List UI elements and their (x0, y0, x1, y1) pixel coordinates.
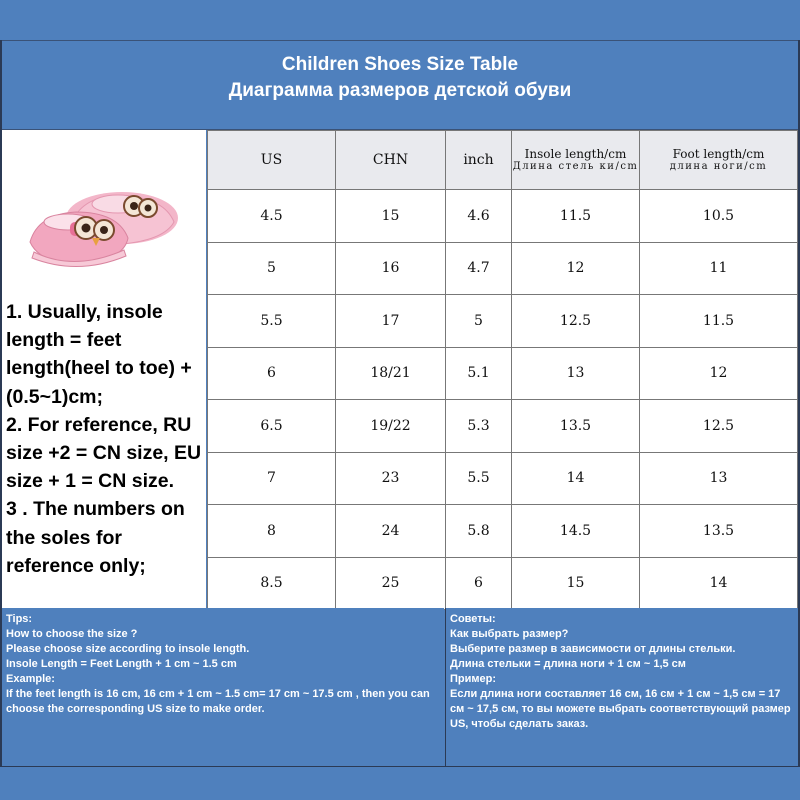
cell-inch: 5.8 (446, 505, 512, 558)
table-row (208, 347, 798, 400)
cell-inch: 4.6 (446, 190, 512, 243)
cell-us: 6.5 (208, 400, 336, 453)
cell-insole: 14 (512, 452, 640, 505)
table-row (208, 557, 798, 610)
cell-inch: 5.3 (446, 400, 512, 453)
header-insole-ru: Длина стель ки/cm (512, 161, 639, 172)
table-header-row (208, 131, 798, 190)
cell-inch: 4.7 (446, 242, 512, 295)
table-row (208, 505, 798, 558)
header-insole-en: Insole length/cm (524, 147, 627, 161)
note-insole: 1. Usually, insole length = feet length(heel to toe) + (0.5~1)cm; (6, 301, 192, 408)
table-row (208, 452, 798, 505)
cell-foot: 11 (640, 242, 798, 295)
page-header (2, 40, 798, 130)
cell-us: 7 (208, 452, 336, 505)
note-soles: 3 . The numbers on the soles for reference only; (6, 498, 185, 577)
title-english: Children Shoes Size Table (281, 54, 519, 75)
cell-foot: 13 (640, 452, 798, 505)
tips-line: How to choose the size ? (6, 628, 138, 640)
cell-chn: 25 (336, 557, 446, 610)
table-row (208, 295, 798, 348)
cell-us: 5.5 (208, 295, 336, 348)
cell-chn: 19/22 (336, 400, 446, 453)
cell-inch: 5 (446, 295, 512, 348)
cell-foot: 10.5 (640, 190, 798, 243)
cell-chn: 17 (336, 295, 446, 348)
example-label: Пример: (450, 673, 497, 685)
example-text: Если длина ноги составляет 16 см, 16 см + 1 см ~ 1,5 см = 17 см ~ 17,5 см, то вы можете выбрать соответствующий размер US, чтобы сделать заказ. (450, 688, 791, 730)
cell-foot: 14 (640, 557, 798, 610)
tips-label: Tips: (6, 613, 33, 625)
cell-inch: 6 (446, 557, 512, 610)
cell-chn: 15 (336, 190, 446, 243)
cell-insole: 12.5 (512, 295, 640, 348)
tips-english (2, 608, 444, 766)
header-inch: inch (446, 131, 512, 190)
note-reference: 2. For reference, RU size +2 = CN size, EU size + 1 = CN size. (6, 413, 202, 493)
cell-insole: 15 (512, 557, 640, 610)
title-russian: Диаграмма размеров детской обуви (228, 80, 572, 101)
tips-russian (445, 608, 798, 766)
bottom-divider (2, 766, 798, 767)
tips-line: Insole Length = Feet Length + 1 cm ~ 1.5 cm (6, 658, 237, 670)
cell-foot: 12 (640, 347, 798, 400)
header-foot (640, 131, 798, 190)
cell-insole: 11.5 (512, 190, 640, 243)
header-us: US (208, 131, 336, 190)
cell-us: 8 (208, 505, 336, 558)
cell-inch: 5.1 (446, 347, 512, 400)
cell-inch: 5.5 (446, 452, 512, 505)
header-foot-en: Foot length/cm (672, 147, 765, 161)
cell-chn: 24 (336, 505, 446, 558)
table-row (208, 400, 798, 453)
table-row (208, 242, 798, 295)
header-chn: CHN (336, 131, 446, 190)
cell-chn: 16 (336, 242, 446, 295)
tips-line: Please choose size according to insole length. (6, 643, 250, 655)
tips-line: Как выбрать размер? (450, 628, 569, 640)
cell-foot: 11.5 (640, 295, 798, 348)
cell-chn: 18/21 (336, 347, 446, 400)
size-table (207, 130, 798, 610)
cell-us: 5 (208, 242, 336, 295)
cell-insole: 14.5 (512, 505, 640, 558)
cell-us: 6 (208, 347, 336, 400)
table-row (208, 190, 798, 243)
cell-us: 8.5 (208, 557, 336, 610)
left-panel (2, 130, 206, 608)
tips-label: Советы: (450, 613, 496, 625)
size-notes (6, 298, 206, 580)
example-text: If the feet length is 16 cm, 16 cm + 1 cm ~ 1.5 cm= 17 cm ~ 17.5 cm , then you can choose the corresponding US size to make order. (6, 688, 430, 715)
tips-line: Длина стельки = длина ноги + 1 см ~ 1,5 см (450, 658, 686, 670)
cell-insole: 13 (512, 347, 640, 400)
cell-chn: 23 (336, 452, 446, 505)
header-foot-ru: длина ноги/cm (669, 161, 768, 172)
baby-shoe-image (24, 160, 184, 280)
tips-line: Выберите размер в зависимости от длины стельки. (450, 643, 736, 655)
cell-insole: 12 (512, 242, 640, 295)
cell-foot: 12.5 (640, 400, 798, 453)
cell-us: 4.5 (208, 190, 336, 243)
cell-insole: 13.5 (512, 400, 640, 453)
cell-foot: 13.5 (640, 505, 798, 558)
header-insole (512, 131, 640, 190)
example-label: Example: (6, 673, 55, 685)
